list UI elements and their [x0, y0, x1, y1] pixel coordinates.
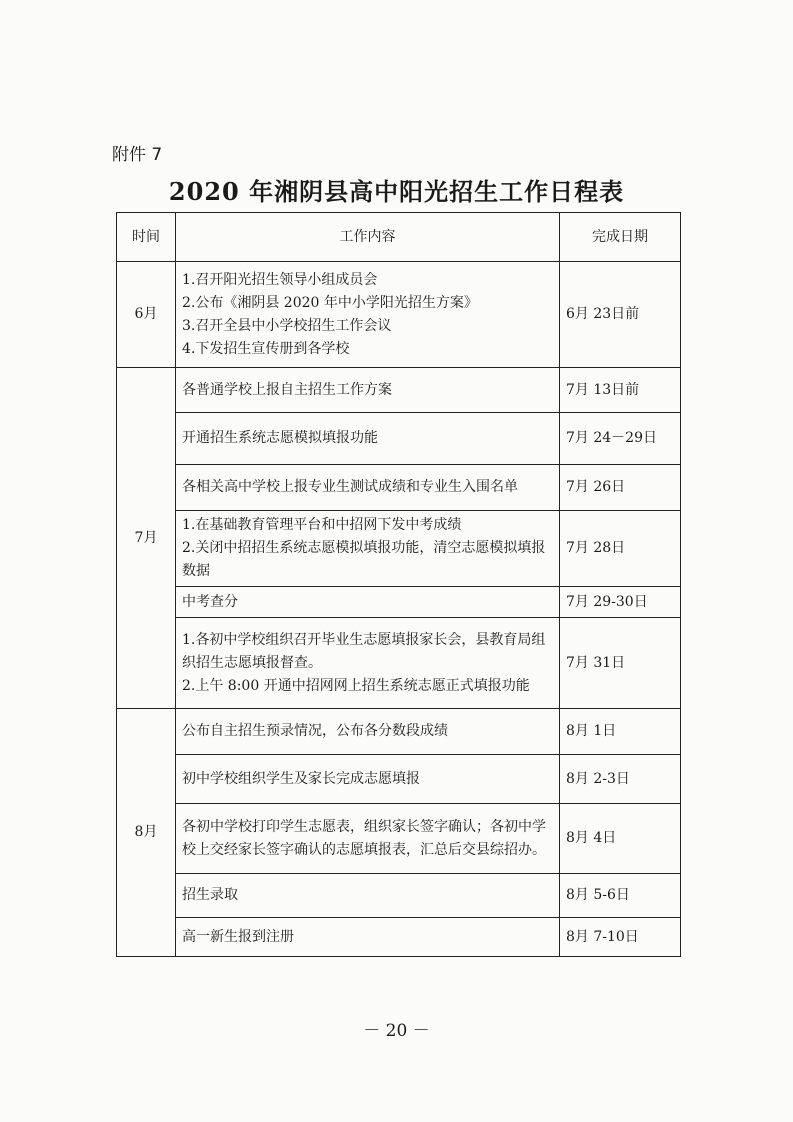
content-line: 高一新生报到注册 — [182, 928, 294, 945]
content-cell — [176, 413, 560, 465]
table-row — [117, 755, 681, 804]
content-line: 2.关闭中招招生系统志愿模拟填报功能，清空志愿模拟填报数据 — [182, 540, 546, 579]
date-cell: 7月 24－29日 — [560, 413, 681, 465]
month-cell: 8月 — [117, 709, 176, 957]
table-row — [117, 874, 681, 918]
content-line: 中考查分 — [182, 593, 238, 610]
content-line: 各普通学校上报自主招生工作方案 — [182, 381, 392, 398]
table-row — [117, 709, 681, 755]
content-cell — [176, 874, 560, 918]
page-number: － 20 － — [363, 1021, 430, 1041]
date-cell: 7月 13日前 — [560, 368, 681, 413]
content-line: 1.在基础教育管理平台和中招网下发中考成绩 — [182, 517, 462, 533]
content-line: 3.召开全县中小学校招生工作会议 — [182, 317, 392, 334]
date-cell: 6月 23日前 — [560, 262, 681, 368]
content-cell — [176, 465, 560, 511]
content-cell — [176, 755, 560, 804]
table-body — [117, 262, 681, 957]
table-row — [117, 413, 681, 465]
content-line: 公布自主招生预录情况，公布各分数段成绩 — [182, 723, 448, 739]
table-row — [117, 804, 681, 874]
attachment-label: 附件 7 — [112, 145, 163, 165]
month-cell: 6月 — [117, 262, 176, 368]
content-line: 1.各初中学校组织召开毕业生志愿填报家长会，县教育局组织招生志愿填报督查。 — [182, 631, 546, 671]
content-line: 开通招生系统志愿模拟填报功能 — [182, 430, 378, 446]
table-row — [117, 918, 681, 957]
table-row — [117, 262, 681, 368]
header-time: 时间 — [117, 213, 176, 262]
date-cell: 8月 1日 — [560, 709, 681, 755]
date-cell: 8月 4日 — [560, 804, 681, 874]
content-line: 各初中学校打印学生志愿表，组织家长签字确认；各初中学校上交经家长签字确认的志愿填报表，汇总后交县综招办。 — [182, 818, 546, 858]
date-cell: 7月 26日 — [560, 465, 681, 511]
date-cell: 8月 5-6日 — [560, 874, 681, 918]
content-cell — [176, 804, 560, 874]
content-cell — [176, 918, 560, 957]
table-row — [117, 511, 681, 587]
table-row — [117, 465, 681, 511]
content-line: 招生录取 — [182, 887, 238, 903]
table-row — [117, 587, 681, 618]
content-cell — [176, 511, 560, 587]
content-cell — [176, 368, 560, 413]
content-line: 初中学校组织学生及家长完成志愿填报 — [182, 770, 420, 787]
table-row — [117, 368, 681, 413]
date-cell: 7月 31日 — [560, 618, 681, 709]
content-cell — [176, 618, 560, 709]
header-content: 工作内容 — [176, 213, 560, 262]
content-cell — [176, 709, 560, 755]
content-line: 1.召开阳光招生领导小组成员会 — [182, 271, 378, 288]
date-cell: 7月 29-30日 — [560, 587, 681, 618]
content-cell — [176, 262, 560, 368]
content-line: 各相关高中学校上报专业生测试成绩和专业生入围名单 — [182, 479, 518, 495]
date-cell: 8月 7-10日 — [560, 918, 681, 957]
content-line: 4.下发招生宣传册到各学校 — [182, 340, 350, 357]
content-cell — [176, 587, 560, 618]
header-date: 完成日期 — [560, 213, 681, 262]
table-row — [117, 618, 681, 709]
content-line: 2.上午 8:00 开通中招网网上招生系统志愿正式填报功能 — [182, 677, 530, 694]
date-cell: 7月 28日 — [560, 511, 681, 587]
document-title: 2020 年湘阴县高中阳光招生工作日程表 — [168, 177, 625, 206]
table-header-row — [117, 213, 681, 262]
month-cell: 7月 — [117, 368, 176, 709]
content-line: 2.公布《湘阴县 2020 年中小学阳光招生方案》 — [182, 294, 478, 311]
date-cell: 8月 2-3日 — [560, 755, 681, 804]
schedule-table — [116, 212, 681, 957]
